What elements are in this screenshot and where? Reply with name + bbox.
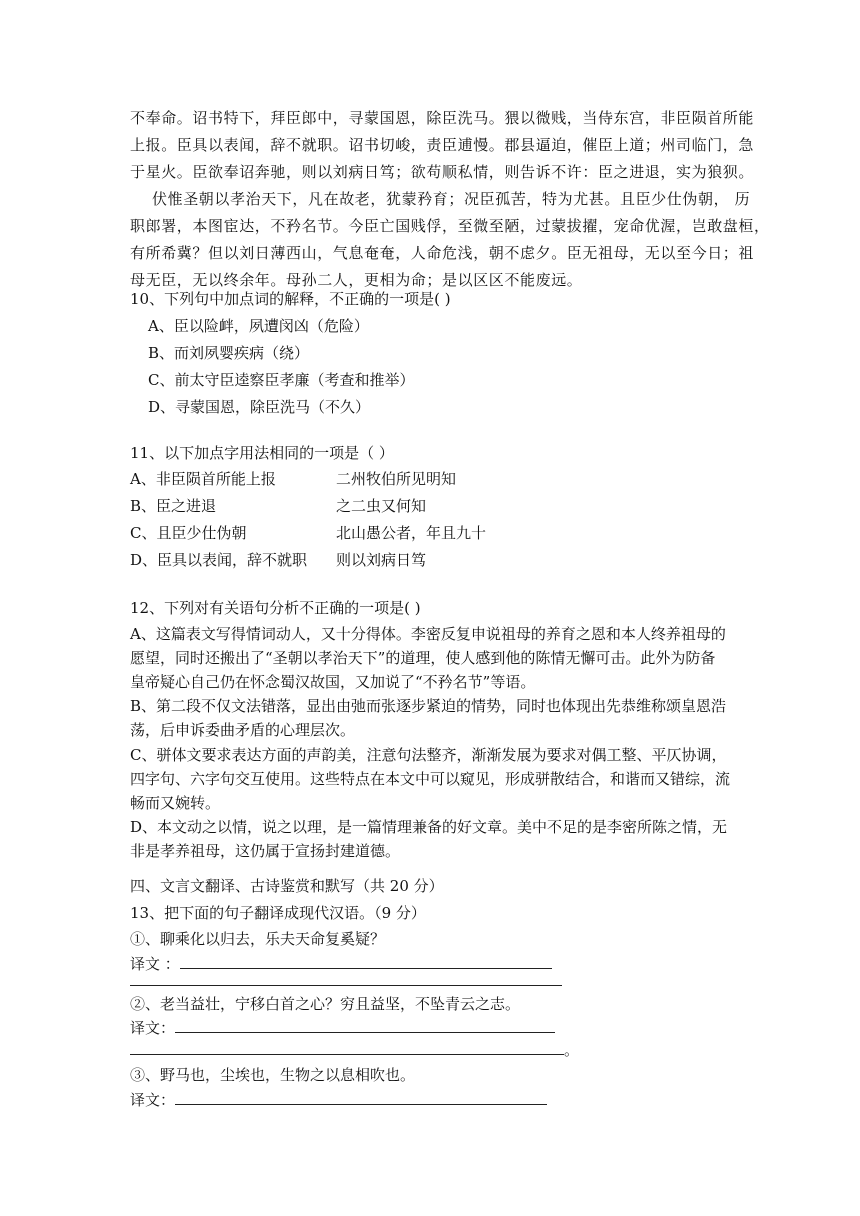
q13-answer-1-blank[interactable] bbox=[180, 954, 552, 969]
q12-line-1: A、这篇表文写得情词动人，又十分得体。李密反复申说祖母的养育之恩和本人终养祖母的 bbox=[130, 625, 726, 643]
q13-answer-2-label: 译文： bbox=[130, 1019, 176, 1037]
q11-option-a-right: 二州牧伯所见明知 bbox=[336, 470, 457, 488]
passage-line-4: 伏惟圣朝以孝治天下，凡在故老，犹蒙矜育；况臣孤苦，特为尤甚。且臣少仕伪朝， 历 bbox=[152, 190, 751, 208]
q10-option-d: D、寻蒙国恩，除臣洗马（不久） bbox=[148, 398, 371, 416]
q11-option-d bbox=[130, 550, 427, 570]
q12-line-7: 四字句、六字句交互使用。这些特点在本文中可以窥见，形成骈散结合，和谐而又错综，流 bbox=[130, 770, 731, 788]
q11-stem: 11、以下加点字用法相同的一项是（ ） bbox=[130, 444, 394, 462]
q11-option-d-left: D、臣具以表闻，辞不就职 bbox=[130, 551, 308, 569]
section-4-title: 四、文言文翻译、古诗鉴赏和默写（共 20 分） bbox=[130, 877, 444, 895]
passage-line-3: 于星火。臣欲奉诏奔驰，则以刘病日笃；欲苟顺私情，则告诉不许：臣之进退，实为狼狈。 bbox=[130, 163, 755, 181]
q11-option-c-right: 北山愚公者，年且九十 bbox=[336, 524, 487, 542]
q13-answer-1-label: 译文 ： bbox=[130, 955, 180, 973]
q13-answer-3-blank[interactable] bbox=[175, 1090, 547, 1105]
q12-line-4: B、第二段不仅文法错落，显出由弛而张逐步紧迫的情势，同时也体现出先恭维称颂皇恩浩 bbox=[130, 697, 727, 715]
q12-line-8: 畅而又婉转。 bbox=[130, 794, 221, 812]
q10-option-b: B、而刘夙婴疾病（绕） bbox=[148, 344, 310, 362]
q10-stem: 10、下列句中加点词的解释，不正确的一项是( ) bbox=[130, 290, 451, 308]
q11-option-c bbox=[130, 523, 487, 543]
passage-line-5: 职郎署，本图宦达，不矜名节。今臣亡国贱俘，至微至陋，过蒙拔擢，宠命优渥，岂敢盘桓， bbox=[130, 217, 770, 235]
q13-answer-2-blank-2[interactable] bbox=[130, 1040, 564, 1055]
q12-line-6: C、骈体文要求表达方面的声韵美，注意句法整齐，渐渐发展为要求对偶工整、平仄协调， bbox=[130, 746, 727, 764]
q13-answer-2-line-2 bbox=[130, 1040, 579, 1060]
q11-option-a-left: A、非臣陨首所能上报 bbox=[130, 470, 276, 488]
q13-sentence-2: ②、老当益壮，宁移白首之心？穷且益坚，不坠青云之志。 bbox=[130, 995, 521, 1013]
q13-answer-2 bbox=[130, 1018, 555, 1038]
q10-option-c: C、前太守臣逵察臣孝廉（考查和推举） bbox=[148, 371, 415, 389]
passage-line-2: 上报。臣具以表闻，辞不就职。诏书切峻，责臣逋慢。郡县逼迫，催臣上道；州司临门，急 bbox=[130, 136, 755, 154]
q12-line-5: 荡，后申诉委曲矛盾的心理层次。 bbox=[130, 721, 356, 739]
q12-line-2: 愿望，同时还搬出了“圣朝以孝治天下”的道理，使人感到他的陈情无懈可击。此外为防备 bbox=[130, 649, 716, 667]
q13-sentence-3: ③、野马也，尘埃也，生物之以息相吹也。 bbox=[130, 1066, 416, 1084]
passage-line-1: 不奉命。诏书特下，拜臣郎中，寻蒙国恩，除臣洗马。猥以微贱，当侍东宫，非臣陨首所能 bbox=[130, 109, 755, 127]
q13-answer-1-blank-2[interactable] bbox=[130, 971, 562, 986]
q11-option-d-right: 则以刘病日笃 bbox=[336, 551, 427, 569]
q11-option-b-left: B、臣之进退 bbox=[130, 497, 217, 515]
q11-option-a bbox=[130, 469, 457, 489]
q13-sentence-1: ①、聊乘化以归去，乐夫天命复奚疑？ bbox=[130, 930, 386, 948]
q12-line-9: D、本文动之以情，说之以理，是一篇情理兼备的好文章。美中不足的是李密所陈之情，无 bbox=[130, 818, 728, 836]
q13-answer-3 bbox=[130, 1090, 547, 1110]
q12-line-3: 皇帝疑心自己仍在怀念蜀汉故国，又加说了“不矜名节”等语。 bbox=[130, 673, 536, 691]
q12-line-10: 非是孝养祖母，这仍属于宣扬封建道德。 bbox=[130, 842, 401, 860]
passage-line-7: 母无臣，无以终余年。母孙二人，更相为命；是以区区不能废远。 bbox=[130, 271, 583, 289]
q13-answer-2-blank[interactable] bbox=[175, 1018, 555, 1033]
q11-option-c-left: C、且臣少仕伪朝 bbox=[130, 524, 247, 542]
q10-option-a: A、臣以险衅，夙遭闵凶（危险） bbox=[148, 317, 369, 335]
q13-answer-1-line-2 bbox=[130, 971, 562, 991]
q13-answer-3-label: 译文： bbox=[130, 1091, 176, 1109]
q13-stem: 13、把下面的句子翻译成现代汉语。（9 分） bbox=[130, 904, 426, 922]
passage-line-6: 有所希冀？但以刘日薄西山，气息奄奄，人命危浅，朝不虑夕。臣无祖母，无以至今日；祖 bbox=[130, 244, 755, 262]
q11-option-b-right: 之二虫又何知 bbox=[336, 497, 427, 515]
q11-option-b bbox=[130, 496, 427, 516]
q13-answer-2-end: 。 bbox=[564, 1041, 580, 1059]
q12-stem: 12、下列对有关语句分析不正确的一项是( ) bbox=[130, 599, 421, 617]
